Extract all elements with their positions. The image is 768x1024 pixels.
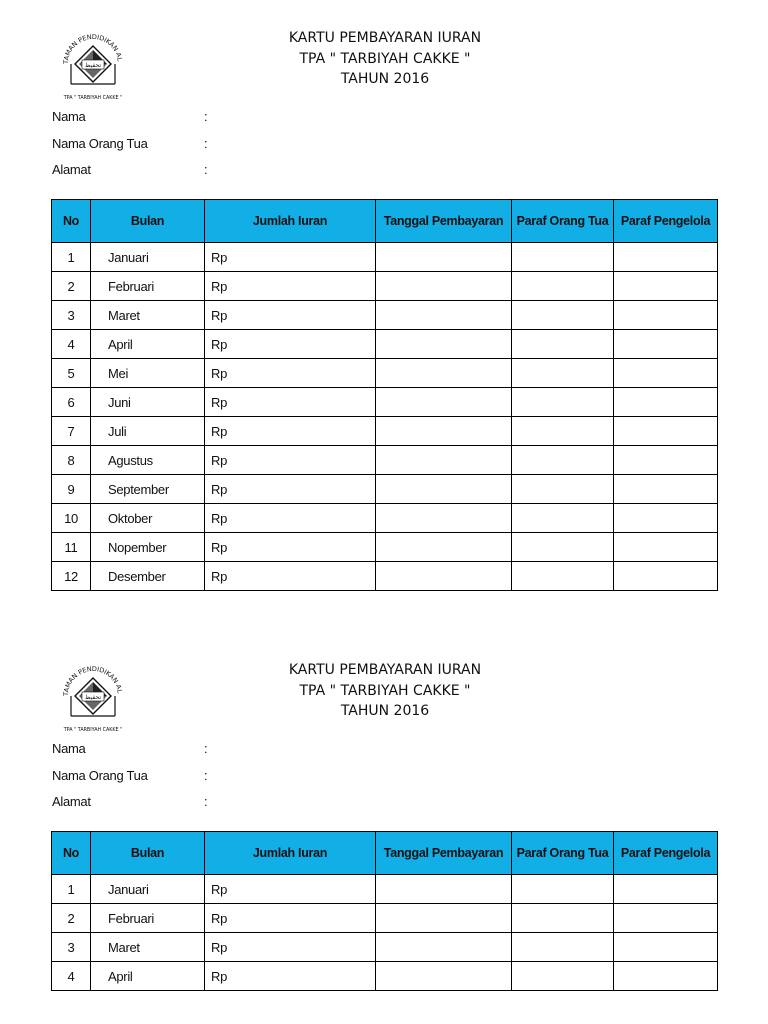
cell-month: Mei <box>91 359 205 388</box>
header-no: No <box>52 832 91 875</box>
cell-no: 4 <box>52 330 91 359</box>
svg-text:TAMAN PENDIDIKAN AL QUR'AN: TAMAN PENDIDIKAN AL <box>61 664 124 697</box>
svg-text:TPA " TARBIYAH CAKKE ": TPA " TARBIYAH CAKKE " <box>63 96 123 101</box>
school-logo <box>58 24 128 102</box>
cell-amount[interactable]: Rp <box>205 330 376 359</box>
cell-parent-signature[interactable] <box>512 272 614 301</box>
table-row <box>52 330 718 359</box>
cell-parent-signature[interactable] <box>512 446 614 475</box>
cell-parent-signature[interactable] <box>512 875 614 904</box>
table-row <box>52 272 718 301</box>
cell-no: 2 <box>52 904 91 933</box>
title-line: TAHUN 2016 <box>340 703 430 719</box>
cell-payment-date[interactable] <box>376 388 512 417</box>
cell-amount[interactable]: Rp <box>205 388 376 417</box>
cell-manager-signature[interactable] <box>614 875 718 904</box>
cell-manager-signature[interactable] <box>614 904 718 933</box>
cell-amount[interactable]: Rp <box>205 446 376 475</box>
field-colon: : <box>204 162 208 177</box>
title-line: TPA " TARBIYAH CAKKE " <box>299 682 471 699</box>
cell-manager-signature[interactable] <box>614 962 718 991</box>
cell-parent-signature[interactable] <box>512 962 614 991</box>
cell-parent-signature[interactable] <box>512 504 614 533</box>
cell-payment-date[interactable] <box>376 904 512 933</box>
cell-month: Juli <box>91 417 205 446</box>
table-row <box>52 359 718 388</box>
table-row <box>52 417 718 446</box>
cell-parent-signature[interactable] <box>512 388 614 417</box>
cell-manager-signature[interactable] <box>614 301 718 330</box>
header-tanggal-pembayaran: Tanggal Pembayaran <box>376 200 512 243</box>
cell-month: Maret <box>91 301 205 330</box>
cell-amount[interactable]: Rp <box>205 875 376 904</box>
cell-manager-signature[interactable] <box>614 272 718 301</box>
title-line: KARTU PEMBAYARAN IURAN <box>288 662 482 678</box>
cell-no: 12 <box>52 562 91 591</box>
title-line: TAHUN 2016 <box>340 71 430 87</box>
cell-month: Januari <box>91 243 205 272</box>
table-row <box>52 562 718 591</box>
cell-payment-date[interactable] <box>376 446 512 475</box>
svg-text:تحفيظ: تحفيظ <box>84 694 102 701</box>
header-paraf-pengelola: Paraf Pengelola <box>614 200 718 243</box>
header-paraf-orang-tua: Paraf Orang Tua <box>512 200 614 243</box>
cell-month: Januari <box>91 875 205 904</box>
cell-payment-date[interactable] <box>376 875 512 904</box>
cell-no: 9 <box>52 475 91 504</box>
cell-parent-signature[interactable] <box>512 533 614 562</box>
cell-month: Agustus <box>91 446 205 475</box>
card-title <box>230 28 540 90</box>
cell-amount[interactable]: Rp <box>205 417 376 446</box>
field-label-nama-orang-tua: Nama Orang Tua <box>52 136 148 151</box>
cell-no: 3 <box>52 301 91 330</box>
cell-manager-signature[interactable] <box>614 504 718 533</box>
header-tanggal-pembayaran: Tanggal Pembayaran <box>376 832 512 875</box>
cell-manager-signature[interactable] <box>614 359 718 388</box>
cell-payment-date[interactable] <box>376 504 512 533</box>
field-label-alamat: Alamat <box>52 162 91 177</box>
field-colon: : <box>204 109 208 124</box>
cell-month: April <box>91 962 205 991</box>
table-header-row <box>52 832 718 875</box>
field-colon: : <box>204 741 208 756</box>
cell-month: Juni <box>91 388 205 417</box>
cell-manager-signature[interactable] <box>614 475 718 504</box>
table-row <box>52 446 718 475</box>
cell-parent-signature[interactable] <box>512 933 614 962</box>
field-label-alamat: Alamat <box>52 794 91 809</box>
cell-manager-signature[interactable] <box>614 417 718 446</box>
cell-amount[interactable]: Rp <box>205 359 376 388</box>
svg-text:TPA " TARBIYAH CAKKE ": TPA " TARBIYAH CAKKE " <box>63 728 123 733</box>
table-row <box>52 301 718 330</box>
cell-payment-date[interactable] <box>376 272 512 301</box>
table-row <box>52 504 718 533</box>
cell-no: 6 <box>52 388 91 417</box>
cell-parent-signature[interactable] <box>512 359 614 388</box>
cell-no: 4 <box>52 962 91 991</box>
cell-payment-date[interactable] <box>376 301 512 330</box>
cell-parent-signature[interactable] <box>512 562 614 591</box>
header-bulan: Bulan <box>91 200 205 243</box>
cell-payment-date[interactable] <box>376 417 512 446</box>
cell-manager-signature[interactable] <box>614 388 718 417</box>
header-jumlah-iuran: Jumlah Iuran <box>205 832 376 875</box>
table-row <box>52 962 718 991</box>
table-row <box>52 475 718 504</box>
cell-amount[interactable]: Rp <box>205 562 376 591</box>
field-colon: : <box>204 136 208 151</box>
cell-month: Desember <box>91 562 205 591</box>
cell-payment-date[interactable] <box>376 533 512 562</box>
cell-parent-signature[interactable] <box>512 243 614 272</box>
cell-no: 2 <box>52 272 91 301</box>
cell-month: Februari <box>91 904 205 933</box>
field-label-nama-orang-tua: Nama Orang Tua <box>52 768 148 783</box>
table-row <box>52 388 718 417</box>
title-line: TPA " TARBIYAH CAKKE " <box>299 50 471 67</box>
cell-payment-date[interactable] <box>376 330 512 359</box>
cell-no: 3 <box>52 933 91 962</box>
header-jumlah-iuran: Jumlah Iuran <box>205 200 376 243</box>
school-logo <box>58 656 128 734</box>
payment-table <box>51 831 718 991</box>
cell-amount[interactable]: Rp <box>205 933 376 962</box>
cell-payment-date[interactable] <box>376 359 512 388</box>
table-row <box>52 904 718 933</box>
cell-no: 7 <box>52 417 91 446</box>
cell-parent-signature[interactable] <box>512 330 614 359</box>
cell-amount[interactable]: Rp <box>205 243 376 272</box>
svg-text:تحفيظ: تحفيظ <box>84 62 102 69</box>
cell-parent-signature[interactable] <box>512 301 614 330</box>
cell-manager-signature[interactable] <box>614 243 718 272</box>
cell-manager-signature[interactable] <box>614 330 718 359</box>
header-paraf-orang-tua: Paraf Orang Tua <box>512 832 614 875</box>
cell-parent-signature[interactable] <box>512 904 614 933</box>
cell-manager-signature[interactable] <box>614 562 718 591</box>
field-colon: : <box>204 768 208 783</box>
cell-manager-signature[interactable] <box>614 533 718 562</box>
table-header-row <box>52 200 718 243</box>
cell-no: 11 <box>52 533 91 562</box>
table-row <box>52 533 718 562</box>
cell-amount[interactable]: Rp <box>205 475 376 504</box>
cell-payment-date[interactable] <box>376 962 512 991</box>
cell-amount[interactable]: Rp <box>205 301 376 330</box>
header-bulan: Bulan <box>91 832 205 875</box>
cell-payment-date[interactable] <box>376 475 512 504</box>
cell-month: Februari <box>91 272 205 301</box>
cell-payment-date[interactable] <box>376 243 512 272</box>
header-paraf-pengelola: Paraf Pengelola <box>614 832 718 875</box>
cell-month: Oktober <box>91 504 205 533</box>
table-row <box>52 875 718 904</box>
cell-payment-date[interactable] <box>376 933 512 962</box>
card-title <box>230 660 540 722</box>
cell-payment-date[interactable] <box>376 562 512 591</box>
cell-manager-signature[interactable] <box>614 446 718 475</box>
cell-no: 5 <box>52 359 91 388</box>
cell-manager-signature[interactable] <box>614 933 718 962</box>
cell-amount[interactable]: Rp <box>205 272 376 301</box>
cell-no: 1 <box>52 243 91 272</box>
title-line: KARTU PEMBAYARAN IURAN <box>288 30 482 46</box>
cell-parent-signature[interactable] <box>512 417 614 446</box>
cell-month: September <box>91 475 205 504</box>
payment-table <box>51 199 718 591</box>
svg-text:TAMAN PENDIDIKAN AL QUR'AN: TAMAN PENDIDIKAN AL <box>61 32 124 65</box>
field-label-nama: Nama <box>52 109 86 124</box>
cell-amount[interactable]: Rp <box>205 533 376 562</box>
cell-month: Nopember <box>91 533 205 562</box>
cell-no: 8 <box>52 446 91 475</box>
cell-month: April <box>91 330 205 359</box>
cell-parent-signature[interactable] <box>512 475 614 504</box>
cell-amount[interactable]: Rp <box>205 962 376 991</box>
cell-no: 1 <box>52 875 91 904</box>
table-row <box>52 933 718 962</box>
table-row <box>52 243 718 272</box>
cell-amount[interactable]: Rp <box>205 504 376 533</box>
header-no: No <box>52 200 91 243</box>
cell-no: 10 <box>52 504 91 533</box>
field-colon: : <box>204 794 208 809</box>
field-label-nama: Nama <box>52 741 86 756</box>
cell-month: Maret <box>91 933 205 962</box>
cell-amount[interactable]: Rp <box>205 904 376 933</box>
